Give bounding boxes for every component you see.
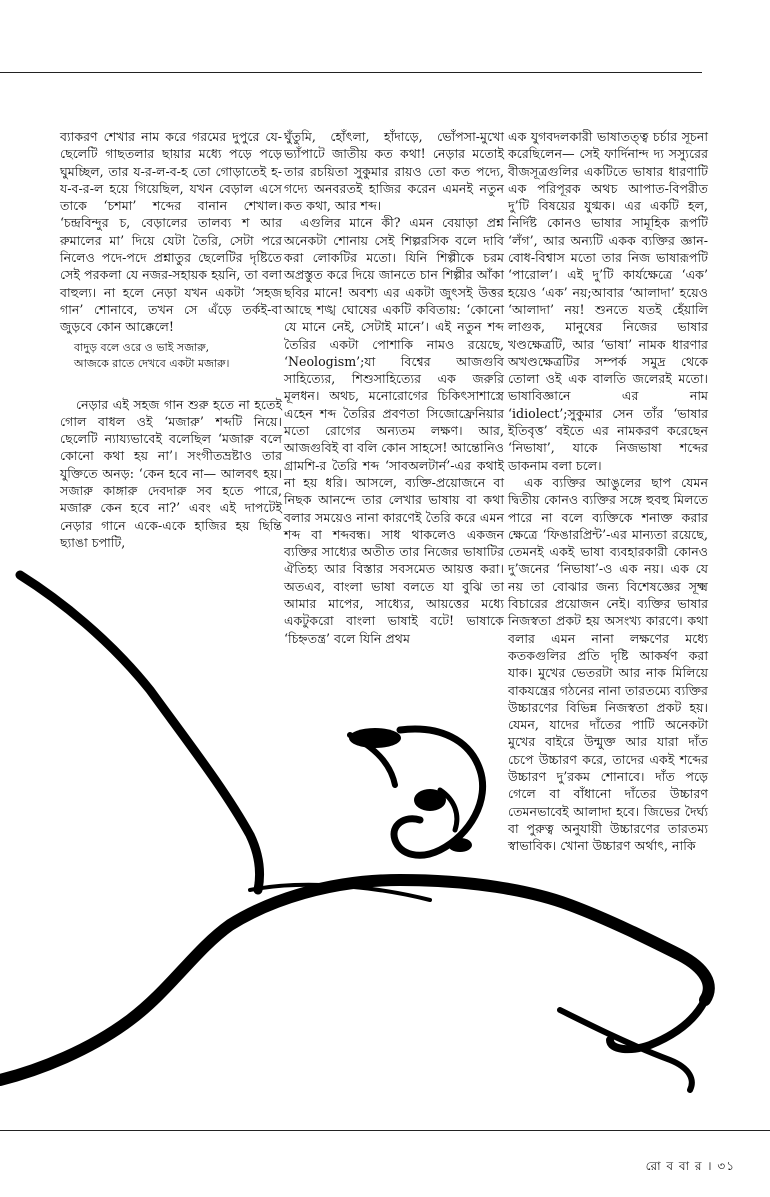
ink-curve-lower	[0, 880, 709, 1080]
paragraph: এক ব্যক্তির আঙুলের ছাপ যেমন দ্বিতীয় কোনও ব্যক্তির সঙ্গে হুবহু মিলতে পারে না বলে ব্যক্তিকে শনাক্ত করার ক্ষেত্রে ‘ফিঙারপ্রিন্ট’-এর মান্যতা রয়েছে, তেমনই একই ভাষা ব্যবহারকারী কোনও দু’জনের ‘নিভাষা’-ও এক নয়। এক যে নয় তা বোঝার জন্য বিশেষজ্ঞের সূক্ষ্ম বিচারের প্রয়োজন নেই। ব্যক্তির ভাষার নিজস্বতা প্রকট হয় অসংখ্য কারণে। কথা বলার এমন নানা লক্ষণের মধ্যে কতকগুলির প্রতি দৃষ্টি আকর্ষণ করা যাক। মুখের ভেতরটা আর নাক মিলিয়ে বাকযন্ত্রের গঠনের নানা তারতম্যে ব্যক্তির উচ্চারণের বিভিন্ন নিজস্বতা প্রকট হয়। যেমন, যাদের দাঁতের পাটি অনেকটা মুখের বাইরে উন্মুক্ত আর যারা দাঁত চেপে উচ্চারণ করে, তাদের একই শব্দের উচ্চারণ দু’রকম শোনাবে। দাঁত পড়ে গেলে বা বাঁধানো দাঁতের উচ্চারণ তেমনভাবেই আলাদা হবে। জিভের দৈর্ঘ্য বা পুরুত্ব অনুযায়ী উচ্চারণের তারতম্য স্বাভাবিক। খোনা উচ্চারণ অর্থাৎ, নাকি	[508, 474, 708, 854]
ink-curve-left	[20, 575, 260, 890]
paragraph: এক যুগবদলকারী ভাষাতত্ত্ব চর্চার সূচনা করেছিলেন— সেই ফার্দিনান্দ দ্য সস্যুরের বীজসূত্রগুলির একটিতে ভাষার ধারণাটি এক পরিপূরক অথচ আপাত-বিপরীত দু’টি বিষয়ের যুগ্মক। এর একটি হল, নির্দিষ্ট কোনও ভাষার সামূহিক রূপটি ‘লঁগ’, আর অন্যটি একক ব্যক্তির জ্ঞান-বোধ-বিশ্বাস মতো তার নিজ ভাষারূপটি ‘পারোল’। এই দু’টি কার্যক্ষেত্রে ‘এক’ হয়েও ‘এক’ নয়;আবার ‘আলাদা’ হয়েও ‘আলাদা’ নয়! শুনতে যতই হেঁয়ালি লাগুক, মানুষের নিজের ভাষার খণ্ডক্ষেত্রটি, আর ‘ভাষা’ নামক ধারণার অখণ্ডক্ষেত্রটির সম্পর্ক সমুদ্র থেকে তোলা ওই এক বালতি জলেরই মতো। ভাষাবিজ্ঞানে এর নাম ‘idiolect’;সুকুমার সেন তাঁর ‘ভাষার ইতিবৃত্ত’ বইতে এর নামকরণ করেছেন ‘নিভাষা’, যাকে নিজভাষা শব্দের ডাকনাম বলা চলে।	[508, 129, 708, 473]
article-column-3	[508, 128, 708, 854]
ink-blob-eye	[414, 789, 446, 811]
article-column-1	[60, 128, 282, 551]
poem-line: আজকে রাতে দেখবে একটা মজারু।	[74, 356, 230, 370]
paragraph: এগুলির মানে কী? এমন বেয়াড়া প্রশ্ন অনেকটা শোনায় সেই শিল্পরসিক বলে দাবি করা লোকটির মতো। যিনি শিল্পীকে চরম অপ্রস্তুত করে দিয়ে জানতে চান শিল্পীর আঁকা ছবির মানে! অবশ্য এর একটা জুৎসই উত্তর আছে শঙ্খ ঘোষের একটি কবিতায়: ‘কোনো যে মানে নেই, সেটাই মানে’। এই নতুন শব্দ তৈরির একটা পোশাকি নামও রয়েছে, ‘Neologism’;যা বিশ্বের আজগুবি সাহিত্যের, শিশুসাহিত্যের এক জরুরি মূলধন। অথচ, মনোরোগের চিকিৎসাশাস্ত্রে এহেন শব্দ তৈরির প্রবণতা সিজোফ্রেনিয়ার মতো রোগের অন্যতম লক্ষণ। আর, আজগুবিই বা বলি কোন সাহসে! আন্তোনিও গ্রামশি-র তৈরি শব্দ ‘সাবঅলটার্ন’-এর কথাই না হয় ধরি। আসলে, ব্যক্তি-প্রয়োজনে বা নিছক আনন্দে তার লেখার ভাষায় বা কথা বলার সময়েও নানা কারণেই তৈরি করে এমন শব্দ বা শব্দবন্ধ। সাধ থাকলেও একজন ব্যক্তির সাধ্যের অতীত তার নিজের ভাষাটির ঐতিহ্য আর বিস্তার সবসমেত আয়ত্ত করা। অতএব, বাংলা ভাষা বলতে যা বুঝি তা আমার মাপের, সাধ্যের, আয়ত্তের মধ্যে একটুকরো বাংলা ভাষাই বটে! ভাষাকে ‘চিহ্নতন্ত্র’ বলে যিনি প্রথম	[284, 215, 504, 646]
bottom-rule	[0, 1130, 770, 1131]
poem-stanza	[74, 340, 282, 372]
ink-blob-upper	[349, 728, 401, 748]
poem-line: বাদুড় বলে ওরে ও ভাই সজারু,	[74, 340, 210, 354]
paragraph: ঘুঁতুমি, হোঁৎলা, হাঁদাড়ে, ভোঁপসা-মুখো ভ্যাঁপাটে জাতীয় কত কথা! নেড়ার মতোই তার রচয়িতা সুকুমার রায়ও তো কত পদ্যে, গদ্যে অনবরতই হাজির করেন এমনই নতুন কত কথা, আর শব্দ।	[284, 129, 504, 214]
page-footer-label: রো ব বা র । ৩১	[645, 1159, 735, 1173]
paragraph: ব্যাকরণ শেখার নাম করে গরমের দুপুরে যে-ছেলেটি গাছতলার ছায়ার মধ্যে পড়ে পড়ে ঘুমচ্ছিল, তার য-র-ল-ব-হ তো গোড়াতেই হ-য-ব-র-ল হয়ে গিয়েছিল, যখন বেড়াল এসে তাকে ‘চশমা’ শব্দের বানান শেখাল। ‘চন্দ্রবিন্দুর চ, বেড়ালের তালব্য শ আর রুমালের মা’ দিয়ে যেটা তৈরি, সেটা পরে নিলেও পদে-পদে প্রশ্নাতুর ছেলেটির দৃষ্টিতে সেই পরকলা যে নজর-সহায়ক হয়নি, তা বলা বাহুল্য। না হলে নেড়া যখন একটা ‘সহজ গান’ শোনাবে, তখন সে এঁড়ে তর্কই-বা জুড়বে কোন আক্কেলে!	[60, 129, 282, 335]
article-column-2	[284, 128, 504, 647]
ink-blob-lower	[448, 838, 472, 852]
paragraph: নেড়ার এই সহজ গান শুরু হতে না হতেই গোল বাধল ওই ‘মজারু’ শব্দটি নিয়ে। ছেলেটি ন্যায্যভাবেই বলেছিল ‘মজারু বলে কোনো কথা হয় না’। সংগীতভ্রষ্টাও তার যুক্তিতে অনড়: ‘কেন হবে না— আলবৎ হয়। সজারু কাঙ্গারু দেবদারু সব হতে পারে, মজারু কেন হবে না?’ এবং এই দাপটেই নেড়ার গানে একে-একে হাজির হয় ছিন্তি ছ্যাঙা চপাটি,	[60, 396, 282, 550]
